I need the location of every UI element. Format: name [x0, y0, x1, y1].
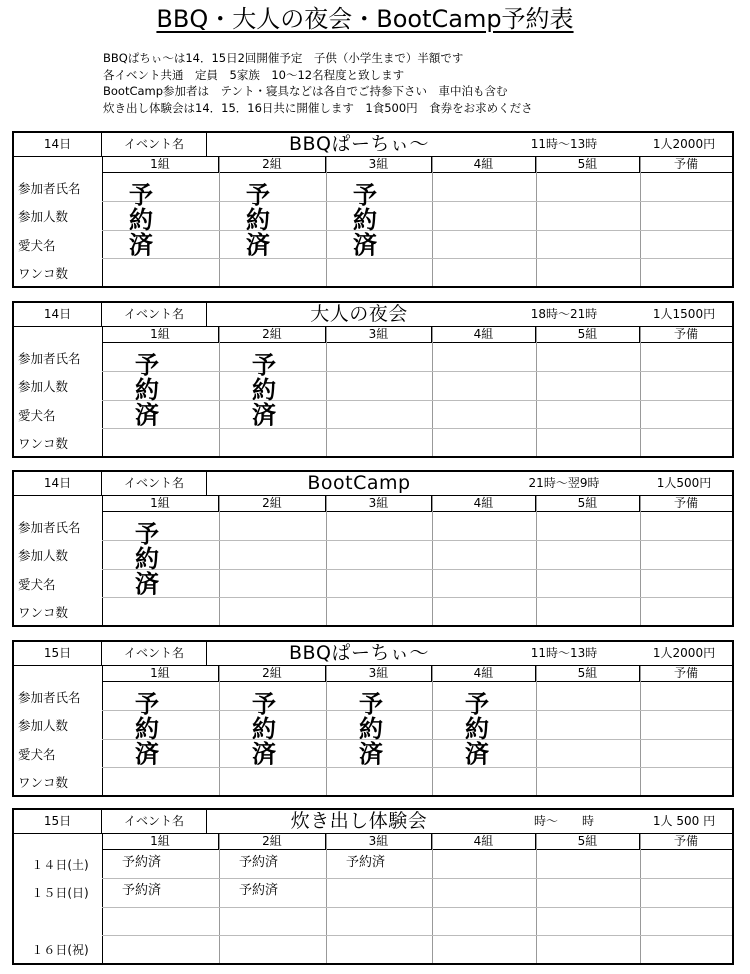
- group-header: 予備: [673, 834, 698, 848]
- group-header: 1組: [102, 157, 219, 172]
- row-label: 愛犬名: [18, 237, 56, 253]
- group-header: 4組: [432, 834, 536, 849]
- reserved-stamp: [354, 692, 388, 767]
- note-line: 各イベント共通 定員 5家族 10〜12名程度と致します: [103, 67, 405, 82]
- reserved-stamp-char: 予: [135, 351, 159, 379]
- group-header: 3組: [326, 157, 432, 172]
- group-header-row: [102, 157, 732, 173]
- group-header: 1組: [102, 327, 219, 342]
- reserved-stamp-char: 予: [129, 181, 153, 209]
- event-time: 21時〜翌9時: [528, 476, 600, 490]
- reserved-stamp-char: 約: [135, 715, 159, 743]
- column-divider: [640, 327, 641, 456]
- section-day: 15日: [14, 810, 102, 833]
- row-divider: [102, 428, 732, 429]
- column-divider: [432, 327, 433, 456]
- group-header: 1組: [102, 666, 219, 681]
- group-header: 5組: [536, 666, 640, 681]
- reserved-stamp-char: 済: [135, 570, 159, 598]
- column-divider: [219, 834, 220, 963]
- reserved-stamp-char: 約: [353, 206, 377, 234]
- group-header: 5組: [536, 327, 640, 342]
- group-header: 5組: [536, 834, 640, 849]
- event-time: 11時〜13時: [530, 646, 598, 660]
- event-price: 1人2000円: [652, 646, 716, 660]
- reserved-stamp-char: 予: [246, 181, 270, 209]
- group-header-row: [102, 834, 732, 850]
- section-header: [14, 133, 732, 157]
- group-header: 1組: [102, 496, 219, 511]
- note-line: BootCamp参加者は テント・寝具などは各自でご持参下さい 車中泊も含む: [103, 84, 508, 98]
- column-divider: [536, 496, 537, 625]
- reserved-stamp-char: 予: [135, 690, 159, 718]
- event-label: イベント名: [102, 642, 207, 665]
- group-header: 予備: [673, 496, 698, 510]
- row-label: 参加者氏名: [18, 351, 81, 367]
- column-divider: [536, 157, 537, 286]
- event-name: 炊き出し体験会: [290, 810, 428, 832]
- section-header: [14, 642, 732, 666]
- event-price: 1人500円: [656, 476, 712, 490]
- row-label: 参加人数: [18, 548, 69, 564]
- reserved-stamp-char: 約: [359, 715, 383, 743]
- column-divider: [640, 157, 641, 286]
- section-day: 14日: [14, 303, 102, 326]
- reserved-text: 予約済: [239, 855, 279, 871]
- group-header: 4組: [432, 157, 536, 172]
- row-divider: [102, 569, 732, 570]
- column-divider: [536, 327, 537, 456]
- column-divider: [326, 157, 327, 286]
- group-header: 予備: [673, 327, 698, 341]
- row-divider: [102, 710, 732, 711]
- note-line: BBQぱちぃ〜は14．15日2回開催予定 子供（小学生まで）半額です: [103, 51, 464, 65]
- event-section: [12, 131, 734, 288]
- reserved-text: 予約済: [346, 855, 386, 871]
- row-divider: [102, 540, 732, 541]
- day-row-label: １５日(日): [31, 886, 89, 901]
- event-price: 1人1500円: [652, 307, 716, 321]
- reserved-stamp: [130, 353, 164, 428]
- row-divider: [102, 258, 732, 259]
- reserved-stamp-char: 約: [465, 715, 489, 743]
- event-label: イベント名: [102, 133, 207, 156]
- row-divider: [102, 907, 732, 908]
- row-divider: [102, 935, 732, 936]
- group-header: 4組: [432, 327, 536, 342]
- row-divider: [102, 597, 732, 598]
- reserved-stamp-char: 済: [135, 401, 159, 429]
- row-label: 参加者氏名: [18, 690, 81, 706]
- group-header: 2組: [219, 834, 326, 849]
- group-header: 3組: [326, 496, 432, 511]
- reserved-stamp-char: 予: [135, 520, 159, 548]
- notes: [103, 50, 533, 116]
- row-divider: [102, 878, 732, 879]
- column-divider: [326, 666, 327, 795]
- column-divider: [219, 666, 220, 795]
- row-label: 愛犬名: [18, 746, 56, 762]
- column-divider: [102, 496, 103, 625]
- row-label: ワンコ数: [18, 774, 69, 790]
- row-label: 愛犬名: [18, 407, 56, 423]
- reserved-stamp: [130, 692, 164, 767]
- group-header: 3組: [326, 834, 432, 849]
- row-label: 愛犬名: [18, 576, 56, 592]
- row-label: 参加人数: [18, 718, 69, 734]
- reserved-stamp-char: 予: [353, 181, 377, 209]
- reserved-stamp-char: 約: [252, 376, 276, 404]
- column-divider: [432, 496, 433, 625]
- row-divider: [102, 201, 732, 202]
- section-day: 15日: [14, 642, 102, 665]
- reserved-stamp-char: 予: [465, 690, 489, 718]
- column-divider: [536, 666, 537, 795]
- column-divider: [219, 496, 220, 625]
- reserved-stamp: [348, 183, 382, 258]
- group-header: 予備: [673, 666, 698, 680]
- group-header: 3組: [326, 666, 432, 681]
- row-label: ワンコ数: [18, 604, 69, 620]
- column-divider: [102, 834, 103, 963]
- event-name: 大人の夜会: [310, 303, 408, 325]
- reserved-text: 予約済: [122, 855, 162, 871]
- day-row-label: １４日(土): [31, 858, 89, 873]
- row-label: 参加人数: [18, 379, 69, 395]
- reserved-stamp: [241, 183, 275, 258]
- section-header: [14, 472, 732, 496]
- group-header: 4組: [432, 496, 536, 511]
- event-name: BBQぱーちぃ〜: [288, 642, 430, 664]
- event-section: [12, 470, 734, 627]
- event-section: [12, 640, 734, 797]
- row-label: 参加者氏名: [18, 520, 81, 536]
- section-header: [14, 303, 732, 327]
- row-divider: [102, 400, 732, 401]
- column-divider: [326, 327, 327, 456]
- page-title: BBQ・大人の夜会・BootCamp予約表: [156, 5, 574, 33]
- group-header: 1組: [102, 834, 219, 849]
- event-time: 11時〜13時: [530, 137, 598, 151]
- group-header-row: [102, 496, 732, 512]
- reserved-text: 予約済: [122, 883, 162, 899]
- group-header: 2組: [219, 157, 326, 172]
- column-divider: [102, 327, 103, 456]
- row-divider: [102, 230, 732, 231]
- reserved-stamp-char: 約: [135, 545, 159, 573]
- row-label: 参加者氏名: [18, 181, 81, 197]
- reserved-stamp-char: 予: [252, 690, 276, 718]
- event-label: イベント名: [102, 810, 207, 833]
- reserved-stamp-char: 約: [135, 376, 159, 404]
- event-section: [12, 301, 734, 458]
- reserved-stamp-char: 済: [252, 740, 276, 768]
- reserved-stamp-char: 済: [359, 740, 383, 768]
- group-header: 2組: [219, 666, 326, 681]
- row-label: 参加人数: [18, 209, 69, 225]
- event-label: イベント名: [102, 472, 207, 495]
- reserved-stamp-char: 約: [246, 206, 270, 234]
- column-divider: [326, 834, 327, 963]
- event-price: 1人 500 円: [652, 814, 716, 828]
- reserved-stamp: [247, 692, 281, 767]
- reserved-stamp-char: 済: [252, 401, 276, 429]
- column-divider: [326, 496, 327, 625]
- note-line: 炊き出し体験会は14．15．16日共に開催します 1食500円 食券をお求めくださ: [103, 100, 533, 115]
- reserved-stamp: [124, 183, 158, 258]
- reserved-stamp-char: 予: [359, 690, 383, 718]
- column-divider: [102, 157, 103, 286]
- group-header: 4組: [432, 666, 536, 681]
- column-divider: [536, 834, 537, 963]
- reserved-stamp-char: 済: [353, 231, 377, 259]
- event-name: BBQぱーちぃ〜: [288, 133, 430, 155]
- reserved-stamp-char: 済: [135, 740, 159, 768]
- row-label: ワンコ数: [18, 435, 69, 451]
- reserved-stamp-char: 済: [129, 231, 153, 259]
- group-header: 3組: [326, 327, 432, 342]
- event-section: [12, 808, 734, 965]
- group-header: 2組: [219, 496, 326, 511]
- section-day: 14日: [14, 472, 102, 495]
- column-divider: [640, 666, 641, 795]
- column-divider: [102, 666, 103, 795]
- reserved-stamp: [247, 353, 281, 428]
- row-divider: [102, 739, 732, 740]
- column-divider: [432, 834, 433, 963]
- column-divider: [432, 157, 433, 286]
- section-day: 14日: [14, 133, 102, 156]
- reserved-stamp-char: 予: [252, 351, 276, 379]
- reserved-stamp-char: 済: [246, 231, 270, 259]
- reserved-stamp-char: 済: [465, 740, 489, 768]
- event-name: BootCamp: [307, 472, 411, 494]
- group-header: 予備: [673, 157, 698, 171]
- column-divider: [640, 834, 641, 963]
- row-divider: [102, 767, 732, 768]
- day-row-label: １６日(祝): [31, 942, 89, 957]
- reserved-stamp-char: 約: [252, 715, 276, 743]
- row-divider: [102, 371, 732, 372]
- reserved-stamp: [460, 692, 494, 767]
- group-header-row: [102, 327, 732, 343]
- section-header: [14, 810, 732, 834]
- column-divider: [219, 157, 220, 286]
- event-price: 1人2000円: [652, 137, 716, 151]
- group-header-row: [102, 666, 732, 682]
- event-time: 時〜 時: [533, 814, 594, 828]
- column-divider: [219, 327, 220, 456]
- column-divider: [432, 666, 433, 795]
- reserved-stamp: [130, 522, 164, 597]
- group-header: 5組: [536, 157, 640, 172]
- reserved-stamp-char: 約: [129, 206, 153, 234]
- group-header: 2組: [219, 327, 326, 342]
- column-divider: [640, 496, 641, 625]
- row-label: ワンコ数: [18, 265, 69, 281]
- event-label: イベント名: [102, 303, 207, 326]
- event-time: 18時〜21時: [530, 307, 598, 321]
- group-header: 5組: [536, 496, 640, 511]
- reserved-text: 予約済: [239, 883, 279, 899]
